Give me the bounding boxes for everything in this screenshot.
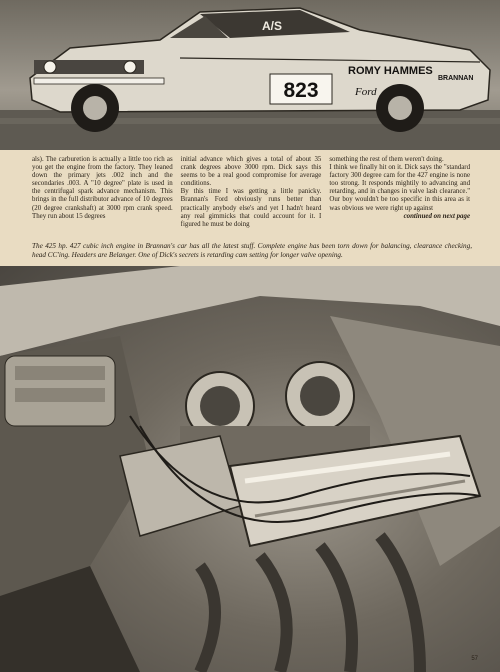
window-letters: A/S: [262, 19, 283, 33]
article-text-col3: something the rest of them weren't doing. I think we finally hit on it. Dick says the "standard factory 300 degree cam for the 427 engine is none too strong. It responds mightily to advancing and retarding, and in changes in valve lash clearance." Our boy wouldn't be too specific in this area as it was obvious we were right up against: [329, 156, 471, 212]
brand-script: Ford: [355, 86, 377, 98]
article-column-3: [329, 156, 470, 234]
driver-name: ROMY HAMMES: [348, 65, 433, 77]
sponsor-name: BRANNAN: [438, 75, 474, 82]
race-car-illustration: [0, 0, 500, 150]
race-number: 823: [283, 79, 319, 102]
engine-bay-illustration: [0, 266, 500, 672]
article-column-2: [181, 156, 322, 234]
article-columns: [32, 156, 470, 234]
race-car-photo: [0, 0, 500, 150]
engine-photo: [0, 266, 500, 672]
page-number: 57: [471, 656, 478, 662]
photo-caption: The 425 hp. 427 cubic inch engine in Brannan's car has all the latest stuff. Complete engine has been torn down for balancing, clearance checking, head CC'ing. Headers are Belanger. One of Dick's secrets is retarding cam setting for longer valve opening.: [32, 242, 472, 259]
article-text-col1: als). The carburetion is actually a little too rich as you get the engine from the factory. They leaned down the primary jets .002 inch and the secondaries .003. A "10 degree" plate is used in the centrifugal spark advance mechanism. This brings in the full distributor advance of 10 degrees (20 degree crankshaft) at 3000 rpm crank speed. They run about 15 degrees: [32, 156, 173, 220]
continued-note: continued on next page: [403, 212, 471, 220]
article-text-col2: initial advance which gives a total of about 35 crank degrees above 3000 rpm. Dick says this seems to be a real good compromise for average conditions. By this time I was getting a little panicky. Brannan's Ford obviously runs better than practically anybody else's and yet I hadn't heard any real gimmicks that could account for it. I figured he must be doing: [180, 156, 322, 228]
article-column-1: [32, 156, 173, 234]
